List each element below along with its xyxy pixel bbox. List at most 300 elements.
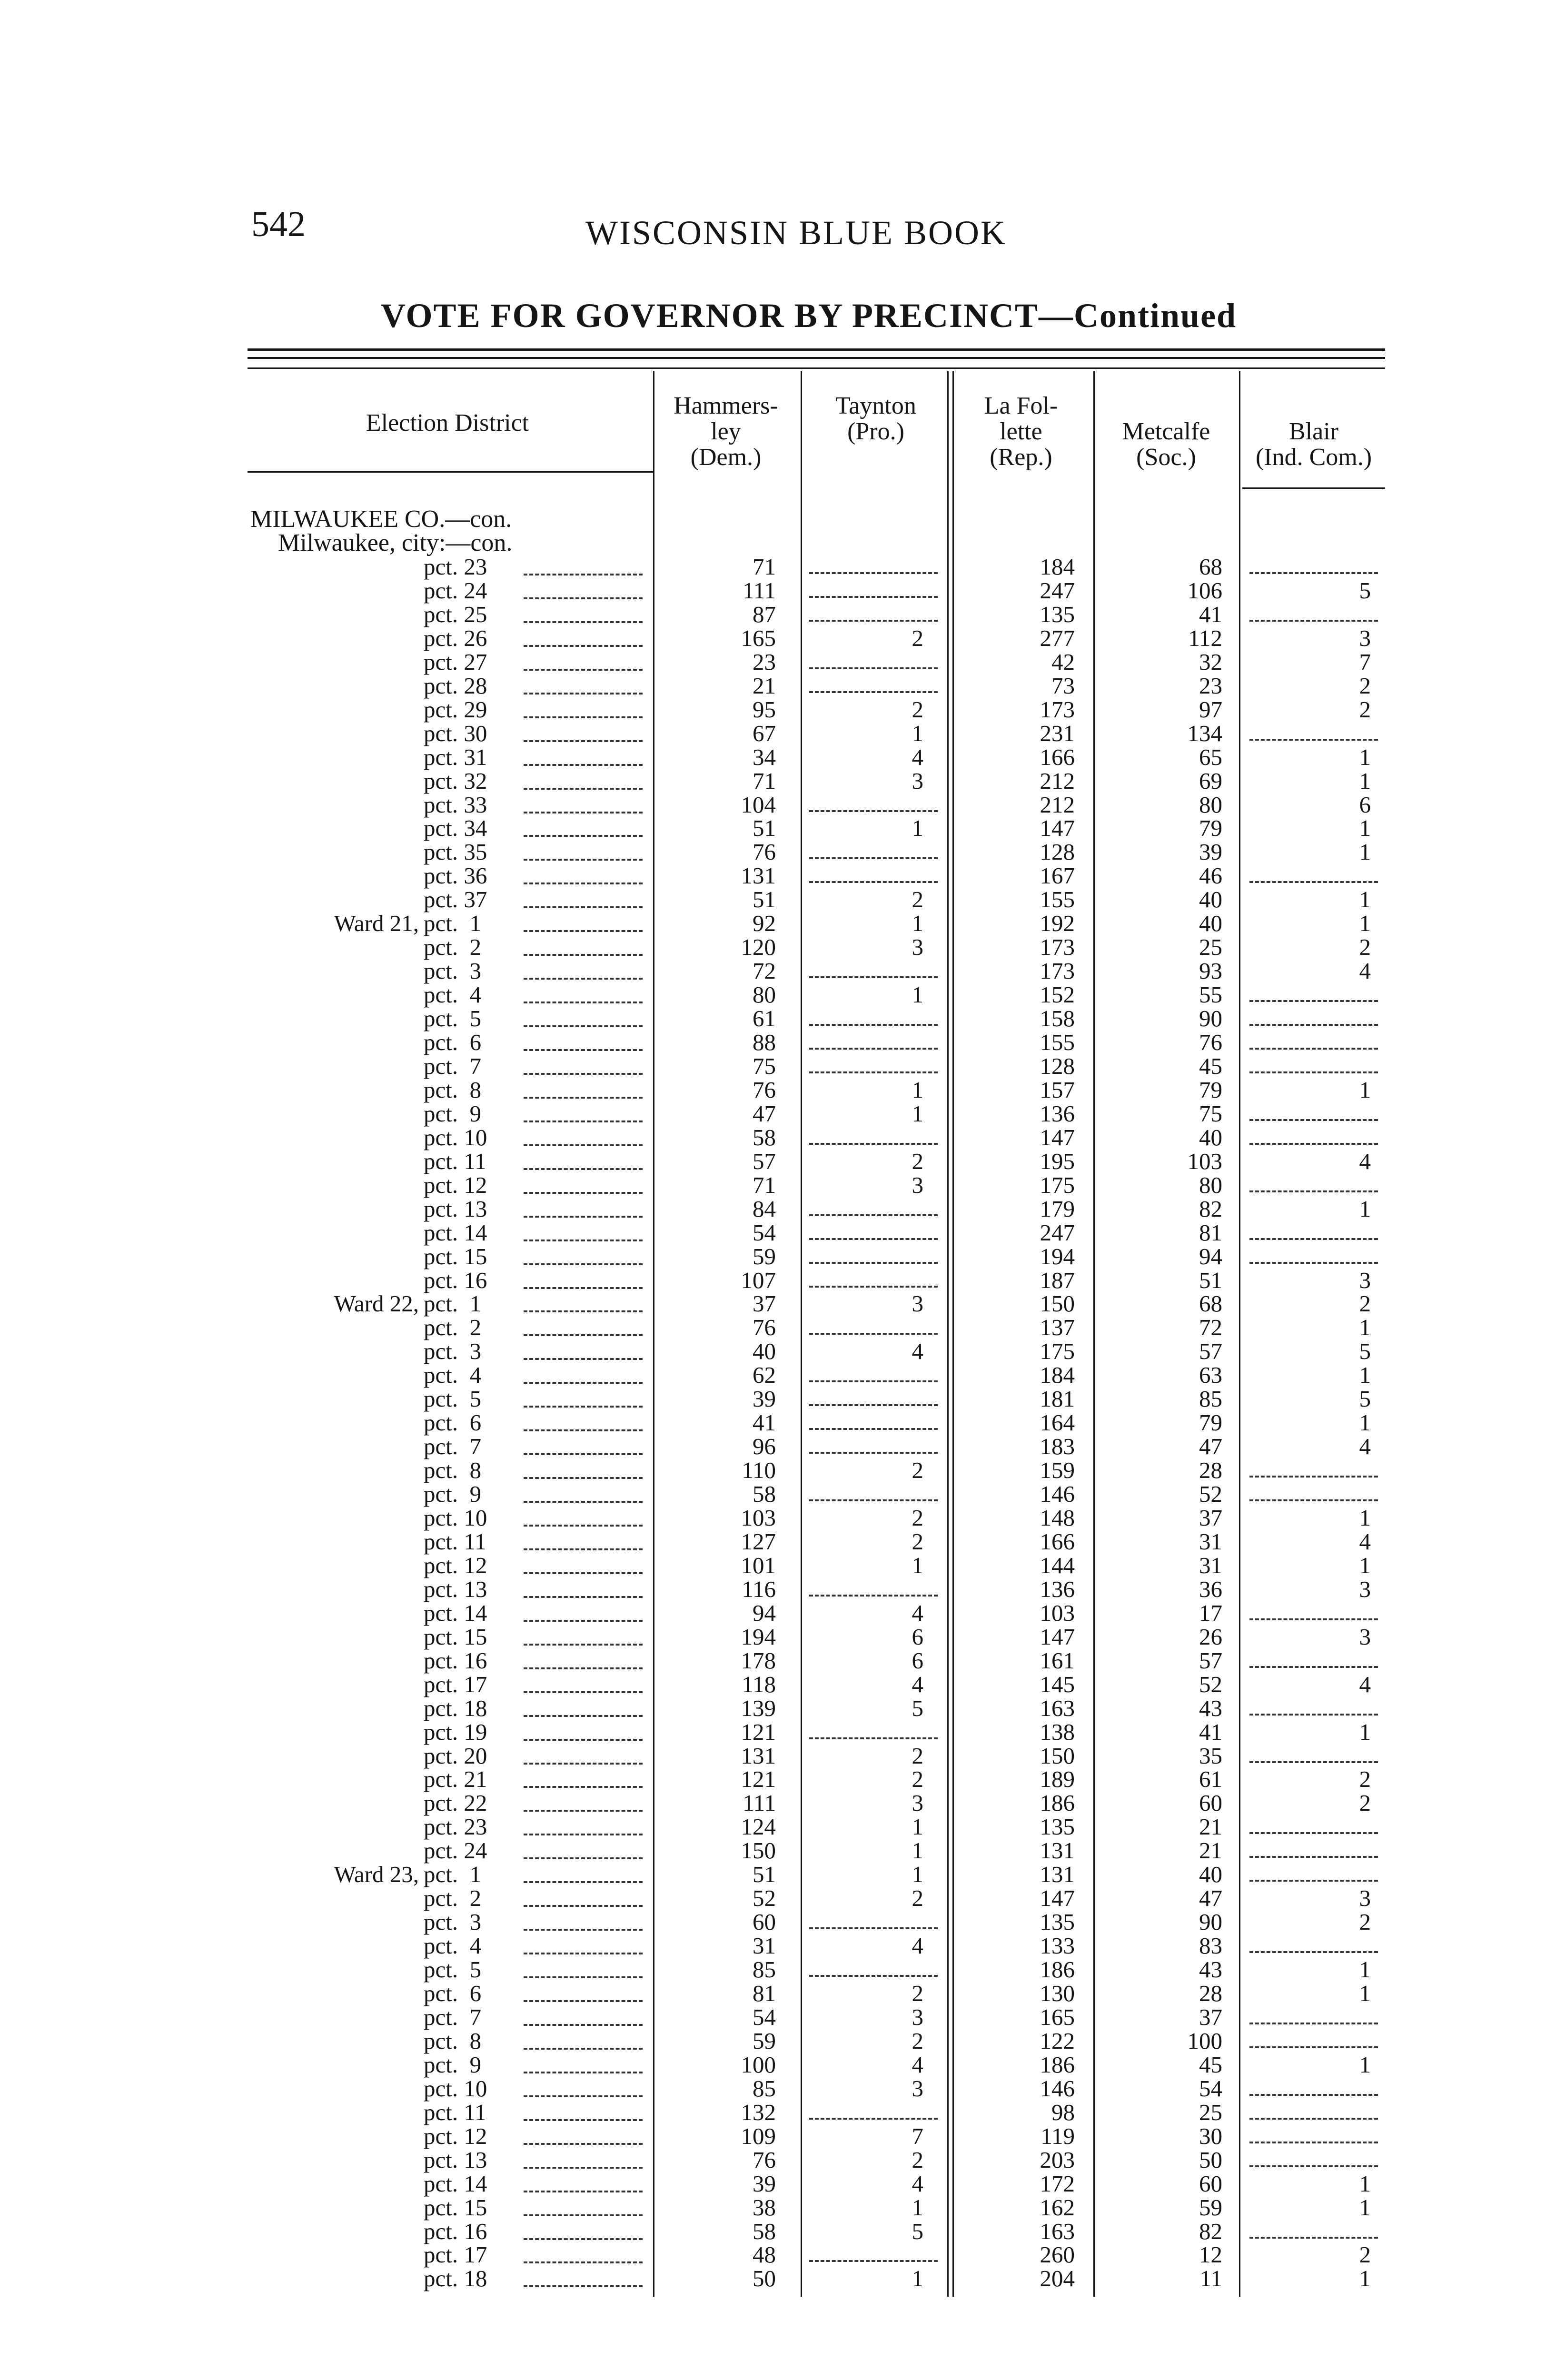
- vote-count: 103: [1187, 1148, 1222, 1174]
- vote-count: 69: [1199, 767, 1222, 794]
- vote-count: 2: [912, 1505, 923, 1531]
- vote-count: 81: [753, 1980, 776, 2006]
- vote-count: 2: [912, 1528, 923, 1555]
- precinct-label: pct. 22: [424, 1790, 487, 1816]
- vote-count: 194: [1040, 1243, 1075, 1269]
- vote-count: 135: [1040, 1909, 1075, 1935]
- vote-count: 146: [1040, 1481, 1075, 1507]
- vote-count: 175: [1040, 1338, 1075, 1365]
- vote-count: 1: [912, 1552, 923, 1578]
- vote-count: 41: [753, 1409, 776, 1436]
- vote-count: 45: [1199, 1052, 1222, 1079]
- vote-count: 119: [1041, 2122, 1075, 2149]
- leader-dots: [524, 1143, 643, 1146]
- table-row: [0, 1482, 1546, 1506]
- vote-count: 136: [1040, 1100, 1075, 1127]
- vote-count: 98: [1051, 2099, 1075, 2125]
- vote-count: 162: [1040, 2194, 1075, 2221]
- vote-count: 7: [1359, 648, 1371, 675]
- ward-label: Ward 23,: [334, 1861, 419, 1888]
- vote-count: 1: [912, 815, 923, 842]
- vote-count: 1: [1359, 2265, 1371, 2292]
- vote-count: 57: [1199, 1647, 1222, 1674]
- vote-count: 90: [1199, 1005, 1222, 1032]
- empty-cell-dashes: [809, 1452, 938, 1454]
- vote-count: 96: [753, 1433, 776, 1460]
- precinct-label: pct. 8: [424, 1076, 482, 1103]
- vote-count: 165: [741, 625, 776, 651]
- empty-cell-dashes: [1249, 2094, 1378, 2096]
- vote-count: 1: [1359, 2170, 1371, 2197]
- vote-count: 147: [1040, 1623, 1075, 1650]
- header-district: Election District: [366, 409, 529, 436]
- vote-count: 112: [1188, 625, 1222, 651]
- vote-count: 165: [1040, 2003, 1075, 2030]
- table-row: [0, 1173, 1546, 1197]
- empty-cell-dashes: [809, 1595, 938, 1597]
- header-taynton: [802, 393, 950, 445]
- leader-dots: [524, 1523, 643, 1527]
- vote-count: 116: [742, 1576, 776, 1602]
- table-row: [0, 816, 1546, 840]
- vote-count: 1: [912, 1837, 923, 1864]
- vote-count: 4: [912, 1599, 923, 1626]
- table-row: [0, 1673, 1546, 1696]
- precinct-label: pct. 17: [424, 2241, 487, 2268]
- vote-count: 38: [753, 2194, 776, 2221]
- leader-dots: [524, 1167, 643, 1170]
- empty-cell-dashes: [809, 1380, 938, 1382]
- leader-dots: [524, 1286, 643, 1289]
- precinct-label: pct. 28: [424, 672, 487, 699]
- vote-count: 79: [1199, 1076, 1222, 1103]
- table-row: [0, 1649, 1546, 1673]
- precinct-label: pct. 7: [424, 1052, 482, 1079]
- vote-count: 94: [1199, 1243, 1222, 1269]
- table-row: [0, 2196, 1546, 2220]
- vote-count: 76: [753, 1314, 776, 1341]
- vote-count: 1: [912, 1814, 923, 1840]
- vote-count: 3: [1359, 1576, 1371, 1602]
- leader-dots: [524, 1761, 643, 1765]
- vote-count: 4: [1359, 1148, 1371, 1174]
- vote-count: 2: [912, 1457, 923, 1484]
- vote-count: 139: [741, 1695, 776, 1721]
- table-row: [0, 1554, 1546, 1577]
- precinct-label: pct. 23: [424, 554, 487, 580]
- vote-count: 92: [753, 910, 776, 937]
- vote-count: 50: [1199, 2146, 1222, 2173]
- vote-count: 2: [1359, 1766, 1371, 1793]
- leader-dots: [524, 952, 643, 956]
- leader-dots: [524, 833, 643, 837]
- vote-count: 4: [912, 2170, 923, 2197]
- leader-dots: [524, 2070, 643, 2073]
- vote-count: 155: [1040, 1029, 1075, 1055]
- vote-count: 2: [1359, 1909, 1371, 1935]
- leader-dots: [524, 1476, 643, 1479]
- vote-count: 172: [1040, 2170, 1075, 2197]
- vote-count: 4: [1359, 958, 1371, 984]
- vote-count: 158: [1040, 1005, 1075, 1032]
- book-title: WISCONSIN BLUE BOOK: [585, 214, 1007, 252]
- header-line: La Fol-: [984, 392, 1058, 419]
- vote-count: 1: [1359, 1552, 1371, 1578]
- table-row: [0, 1316, 1546, 1339]
- precinct-label: pct. 1: [424, 1290, 482, 1317]
- empty-cell-dashes: [809, 2118, 938, 2120]
- empty-cell-dashes: [809, 572, 938, 574]
- vote-count: 132: [741, 2099, 776, 2125]
- vote-count: 5: [912, 2218, 923, 2244]
- precinct-label: pct. 18: [424, 1695, 487, 1721]
- empty-cell-dashes: [1249, 1880, 1378, 1882]
- vote-count: 150: [1040, 1742, 1075, 1769]
- vote-count: 131: [741, 1742, 776, 1769]
- vote-count: 32: [1199, 648, 1222, 675]
- vote-count: 135: [1040, 1814, 1075, 1840]
- vote-count: 51: [753, 815, 776, 842]
- header-line: (Pro.): [847, 418, 904, 445]
- table-row: [0, 674, 1546, 698]
- vote-count: 65: [1199, 744, 1222, 770]
- table-row: [0, 1744, 1546, 1768]
- precinct-label: pct. 21: [424, 1766, 487, 1793]
- vote-count: 85: [753, 2075, 776, 2102]
- vote-count: 2: [912, 2146, 923, 2173]
- leader-dots: [524, 1000, 643, 1003]
- vote-count: 137: [1040, 1314, 1075, 1341]
- leader-dots: [524, 763, 643, 766]
- table-row: [0, 1221, 1546, 1245]
- precinct-label: pct. 11: [424, 1528, 486, 1555]
- vote-count: 76: [753, 839, 776, 865]
- vote-count: 3: [1359, 1267, 1371, 1293]
- leader-dots: [524, 1999, 643, 2002]
- table-row: [0, 769, 1546, 793]
- leader-dots: [524, 1595, 643, 1598]
- empty-cell-dashes: [809, 1927, 938, 1929]
- table-row: [0, 793, 1546, 817]
- vote-count: 52: [1199, 1671, 1222, 1697]
- precinct-label: pct. 2: [424, 1314, 482, 1341]
- vote-count: 1: [1359, 1076, 1371, 1103]
- leader-dots: [524, 2142, 643, 2145]
- vote-count: 183: [1040, 1433, 1075, 1460]
- precinct-label: pct. 14: [424, 2170, 487, 2197]
- table-row: [0, 1007, 1546, 1031]
- vote-count: 59: [753, 2027, 776, 2054]
- vote-count: 147: [1040, 1124, 1075, 1150]
- leader-dots: [524, 1309, 643, 1312]
- leader-dots: [524, 1690, 643, 1693]
- table-row: [0, 1863, 1546, 1886]
- table-row: [0, 1458, 1546, 1482]
- vote-count: 186: [1040, 1956, 1075, 1983]
- vote-count: 2: [912, 1885, 923, 1912]
- vote-count: 63: [1199, 1362, 1222, 1388]
- vote-count: 50: [753, 2265, 776, 2292]
- vote-count: 79: [1199, 815, 1222, 842]
- leader-dots: [524, 929, 643, 932]
- vote-count: 194: [741, 1623, 776, 1650]
- vote-count: 61: [1199, 1766, 1222, 1793]
- vote-count: 103: [1040, 1599, 1075, 1626]
- empty-cell-dashes: [1249, 620, 1378, 622]
- table-row: [0, 2053, 1546, 2077]
- vote-count: 1: [1359, 1956, 1371, 1983]
- table-row: [0, 1102, 1546, 1126]
- vote-count: 82: [1199, 2218, 1222, 2244]
- leader-dots: [524, 1856, 643, 1859]
- leader-dots: [524, 1499, 643, 1503]
- leader-dots: [524, 572, 643, 575]
- precinct-label: pct. 8: [424, 1457, 482, 1484]
- empty-cell-dashes: [809, 1404, 938, 1406]
- precinct-label: pct. 1: [424, 910, 482, 937]
- vote-count: 4: [1359, 1528, 1371, 1555]
- table-row: [0, 2172, 1546, 2196]
- vote-count: 47: [753, 1100, 776, 1127]
- precinct-label: pct. 6: [424, 1980, 482, 2006]
- empty-cell-dashes: [809, 620, 938, 622]
- vote-count: 4: [912, 1338, 923, 1365]
- vote-count: 3: [912, 1290, 923, 1317]
- precinct-label: pct. 2: [424, 934, 482, 961]
- vote-count: 54: [1199, 2075, 1222, 2102]
- vote-count: 30: [1199, 2122, 1222, 2149]
- leader-dots: [524, 1737, 643, 1741]
- vote-count: 42: [1051, 648, 1075, 675]
- vote-count: 3: [912, 767, 923, 794]
- vote-count: 163: [1040, 1695, 1075, 1721]
- leader-dots: [524, 1927, 643, 1931]
- header-metcalfe: [1095, 419, 1238, 470]
- vote-count: 39: [753, 1386, 776, 1412]
- table-row: [0, 2148, 1546, 2172]
- empty-cell-dashes: [1249, 1262, 1378, 1264]
- precinct-label: pct. 2: [424, 1885, 482, 1912]
- table-row: [0, 626, 1546, 650]
- leader-dots: [524, 620, 643, 623]
- leader-dots: [524, 2260, 643, 2263]
- table-row: [0, 1791, 1546, 1815]
- table-row: [0, 1982, 1546, 2005]
- vote-count: 2: [912, 1148, 923, 1174]
- header-rule-left: [248, 471, 654, 473]
- table-row: [0, 1696, 1546, 1720]
- vote-count: 4: [1359, 1671, 1371, 1697]
- leader-dots: [524, 1119, 643, 1122]
- vote-count: 100: [741, 2051, 776, 2078]
- vote-count: 173: [1040, 958, 1075, 984]
- table-row: [0, 2029, 1546, 2053]
- top-rule-2: [248, 357, 1385, 359]
- precinct-label: pct. 1: [424, 1861, 482, 1888]
- table-row: [0, 888, 1546, 912]
- vote-count: 58: [753, 1124, 776, 1150]
- precinct-label: pct. 35: [424, 839, 487, 865]
- table-row: [0, 1910, 1546, 1934]
- vote-count: 131: [1040, 1861, 1075, 1888]
- vote-count: 204: [1040, 2265, 1075, 2292]
- vote-count: 124: [741, 1814, 776, 1840]
- vote-count: 79: [1199, 1409, 1222, 1436]
- vote-count: 175: [1040, 1171, 1075, 1198]
- vote-count: 97: [1199, 696, 1222, 723]
- empty-cell-dashes: [809, 1737, 938, 1739]
- vote-count: 75: [753, 1052, 776, 1079]
- leader-dots: [524, 2023, 643, 2026]
- vote-count: 1: [912, 1076, 923, 1103]
- precinct-label: pct. 4: [424, 1362, 482, 1388]
- empty-cell-dashes: [809, 1238, 938, 1240]
- vote-count: 40: [1199, 1861, 1222, 1888]
- empty-cell-dashes: [809, 691, 938, 693]
- precinct-label: pct. 26: [424, 625, 487, 651]
- city-label: Milwaukee, city:—con.: [278, 529, 513, 556]
- vote-count: 2: [1359, 2241, 1371, 2268]
- vote-count: 2: [912, 625, 923, 651]
- precinct-label: pct. 13: [424, 1195, 487, 1222]
- vote-count: 51: [1199, 1267, 1222, 1293]
- table-row: [0, 2101, 1546, 2124]
- precinct-label: pct. 13: [424, 2146, 487, 2173]
- vote-count: 4: [912, 744, 923, 770]
- vote-count: 25: [1199, 2099, 1222, 2125]
- vote-count: 5: [1359, 1338, 1371, 1365]
- leader-dots: [524, 2046, 643, 2050]
- table-row: [0, 722, 1546, 745]
- vote-count: 166: [1040, 744, 1075, 770]
- leader-dots: [524, 1428, 643, 1431]
- empty-cell-dashes: [1249, 1024, 1378, 1026]
- header-line: ley: [711, 418, 741, 445]
- leader-dots: [524, 857, 643, 861]
- vote-count: 60: [1199, 1790, 1222, 1816]
- leader-dots: [524, 881, 643, 884]
- vote-count: 161: [1040, 1647, 1075, 1674]
- vote-count: 1: [912, 2265, 923, 2292]
- vote-count: 58: [753, 1481, 776, 1507]
- leader-dots: [524, 1618, 643, 1622]
- vote-count: 23: [753, 648, 776, 675]
- vote-count: 260: [1040, 2241, 1075, 2268]
- empty-cell-dashes: [1249, 1714, 1378, 1716]
- empty-cell-dashes: [1249, 881, 1378, 883]
- vote-count: 1: [1359, 1195, 1371, 1222]
- empty-cell-dashes: [809, 1499, 938, 1501]
- table-row: [0, 698, 1546, 722]
- empty-cell-dashes: [809, 1071, 938, 1073]
- vote-count: 67: [753, 720, 776, 746]
- header-line: Taynton: [835, 392, 916, 419]
- vote-count: 94: [753, 1599, 776, 1626]
- top-rule-3: [248, 367, 1385, 369]
- vote-count: 150: [1040, 1290, 1075, 1317]
- empty-cell-dashes: [809, 1333, 938, 1335]
- precinct-label: pct. 5: [424, 1956, 482, 1983]
- vote-count: 144: [1040, 1552, 1075, 1578]
- vote-count: 71: [753, 554, 776, 580]
- leader-dots: [524, 1832, 643, 1835]
- table-row: [0, 983, 1546, 1007]
- table-row: [0, 2124, 1546, 2148]
- vote-count: 1: [1359, 1409, 1371, 1436]
- leader-dots: [524, 786, 643, 790]
- empty-cell-dashes: [1249, 1761, 1378, 1763]
- leader-dots: [524, 810, 643, 813]
- leader-dots: [524, 1404, 643, 1408]
- vote-count: 76: [753, 1076, 776, 1103]
- empty-cell-dashes: [1249, 1476, 1378, 1478]
- vote-count: 83: [1199, 1933, 1222, 1959]
- vote-count: 80: [1199, 1171, 1222, 1198]
- vote-count: 4: [912, 1671, 923, 1697]
- precinct-label: pct. 9: [424, 2051, 482, 2078]
- vote-count: 121: [741, 1718, 776, 1745]
- vote-count: 76: [1199, 1029, 1222, 1055]
- vote-count: 178: [741, 1647, 776, 1674]
- leader-dots: [524, 1333, 643, 1336]
- leader-dots: [524, 644, 643, 647]
- vote-count: 71: [753, 1171, 776, 1198]
- leader-dots: [524, 905, 643, 908]
- vote-count: 80: [1199, 791, 1222, 818]
- vote-count: 47: [1199, 1885, 1222, 1912]
- leader-dots: [524, 1214, 643, 1218]
- empty-cell-dashes: [809, 1143, 938, 1145]
- vote-count: 2: [1359, 1790, 1371, 1816]
- header-line: (Dem.): [690, 444, 762, 471]
- leader-dots: [524, 1666, 643, 1669]
- table-row: [0, 579, 1546, 603]
- vote-count: 1: [912, 1861, 923, 1888]
- table-row: [0, 1530, 1546, 1554]
- vote-count: 138: [1040, 1718, 1075, 1745]
- table-row: [0, 1269, 1546, 1292]
- vote-count: 189: [1040, 1766, 1075, 1793]
- empty-cell-dashes: [1249, 1238, 1378, 1240]
- vote-count: 1: [1359, 839, 1371, 865]
- leader-dots: [524, 2094, 643, 2097]
- vote-count: 186: [1040, 2051, 1075, 2078]
- empty-cell-dashes: [809, 2260, 938, 2262]
- vote-count: 21: [1199, 1814, 1222, 1840]
- leader-dots: [524, 2165, 643, 2169]
- vote-count: 212: [1040, 767, 1075, 794]
- vote-count: 37: [1199, 2003, 1222, 2030]
- table-row: [0, 1601, 1546, 1625]
- vote-count: 81: [1199, 1219, 1222, 1246]
- table-row: [0, 959, 1546, 983]
- precinct-label: pct. 36: [424, 863, 487, 889]
- precinct-label: pct. 14: [424, 1599, 487, 1626]
- vote-count: 3: [912, 1790, 923, 1816]
- precinct-label: pct. 29: [424, 696, 487, 723]
- vote-count: 277: [1040, 625, 1075, 651]
- vote-count: 159: [1040, 1457, 1075, 1484]
- county-label: MILWAUKEE CO.—con.: [250, 506, 512, 533]
- vote-count: 166: [1040, 1528, 1075, 1555]
- vote-count: 68: [1199, 1290, 1222, 1317]
- leader-dots: [524, 1904, 643, 1907]
- precinct-label: pct. 18: [424, 2265, 487, 2292]
- vote-count: 167: [1040, 863, 1075, 889]
- vote-count: 1: [1359, 744, 1371, 770]
- precinct-label: pct. 16: [424, 1267, 487, 1293]
- vote-count: 192: [1040, 910, 1075, 937]
